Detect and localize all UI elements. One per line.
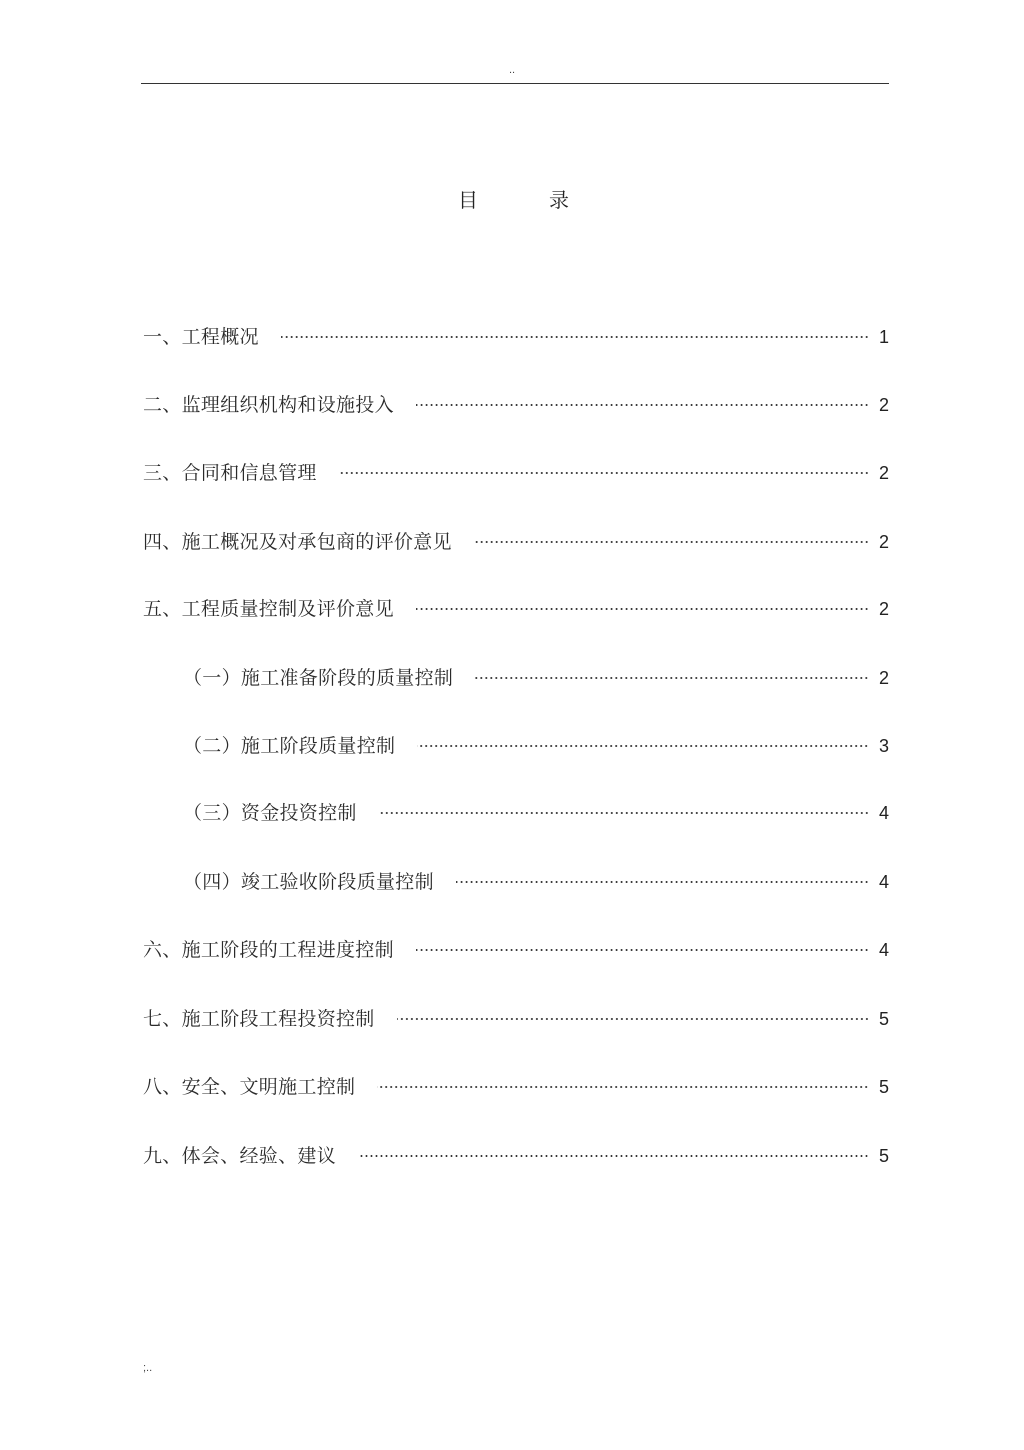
toc-entry-label: 四、施工概况及对承包商的评价意见 [143,531,452,553]
toc-entry-page: 1 [878,327,889,347]
toc-dot-leader [474,541,869,543]
footer-mark: ;.. [143,1362,153,1374]
toc-entry-page: 3 [878,736,889,756]
toc-entry-label: 六、施工阶段的工程进度控制 [143,939,394,961]
toc-entry-label: 一、工程概况 [143,326,259,348]
toc-title [0,186,1024,216]
toc-entry-label: （四）竣工验收阶段质量控制 [183,871,434,893]
toc-entry-label: （二）施工阶段质量控制 [183,735,396,757]
toc-entry[interactable] [183,799,889,827]
toc-entry[interactable] [183,868,889,896]
toc-dot-leader [475,677,869,679]
toc-dot-leader [416,608,869,610]
toc-dot-leader [358,1155,869,1157]
toc-entry-label: 八、安全、文明施工控制 [143,1076,356,1098]
toc-entry-page: 2 [878,463,889,483]
header-rule [141,83,889,84]
toc-entry-page: 5 [878,1009,889,1029]
toc-entry-page: 5 [878,1077,889,1097]
toc-dot-leader [416,404,869,406]
toc-entry[interactable] [143,459,889,487]
toc-entry-label: 七、施工阶段工程投资控制 [143,1008,375,1030]
toc-entry-label: 二、监理组织机构和设施投入 [143,394,394,416]
toc-dot-leader [281,336,869,338]
toc-entry-label: 五、工程质量控制及评价意见 [143,598,394,620]
toc-entry[interactable] [183,732,889,760]
toc-title-part1: 目 [458,188,478,212]
toc-entry[interactable] [143,1005,889,1033]
toc-dot-leader [379,812,869,814]
toc-dot-leader [339,472,869,474]
toc-dot-leader [377,1086,869,1088]
toc-entry[interactable] [143,323,889,351]
toc-entry-label: 三、合同和信息管理 [143,462,317,484]
header-mark: .. [508,64,516,76]
toc-dot-leader [417,745,869,747]
toc-title-part2: 录 [549,188,569,212]
toc-entry-page: 2 [878,599,889,619]
toc-entry-label: 九、体会、经验、建议 [143,1145,337,1167]
toc-entry[interactable] [183,664,889,692]
toc-dot-leader [416,949,869,951]
toc-entry-page: 2 [878,395,889,415]
toc-entry-page: 5 [878,1146,889,1166]
toc-entry[interactable] [143,528,889,556]
toc-entry[interactable] [143,595,889,623]
toc-entry[interactable] [143,391,889,419]
toc-entry[interactable] [143,1073,889,1101]
toc-entry-page: 2 [878,532,889,552]
toc-entry[interactable] [143,1142,889,1170]
toc-entry-page: 4 [878,940,889,960]
toc-dot-leader [456,881,869,883]
toc-entry[interactable] [143,936,889,964]
toc-entry-label: （三）资金投资控制 [183,802,357,824]
toc-entry-page: 2 [878,668,889,688]
toc-entry-page: 4 [878,803,889,823]
toc-entry-page: 4 [878,872,889,892]
toc-entry-label: （一）施工准备阶段的质量控制 [183,667,454,689]
toc-dot-leader [397,1018,869,1020]
